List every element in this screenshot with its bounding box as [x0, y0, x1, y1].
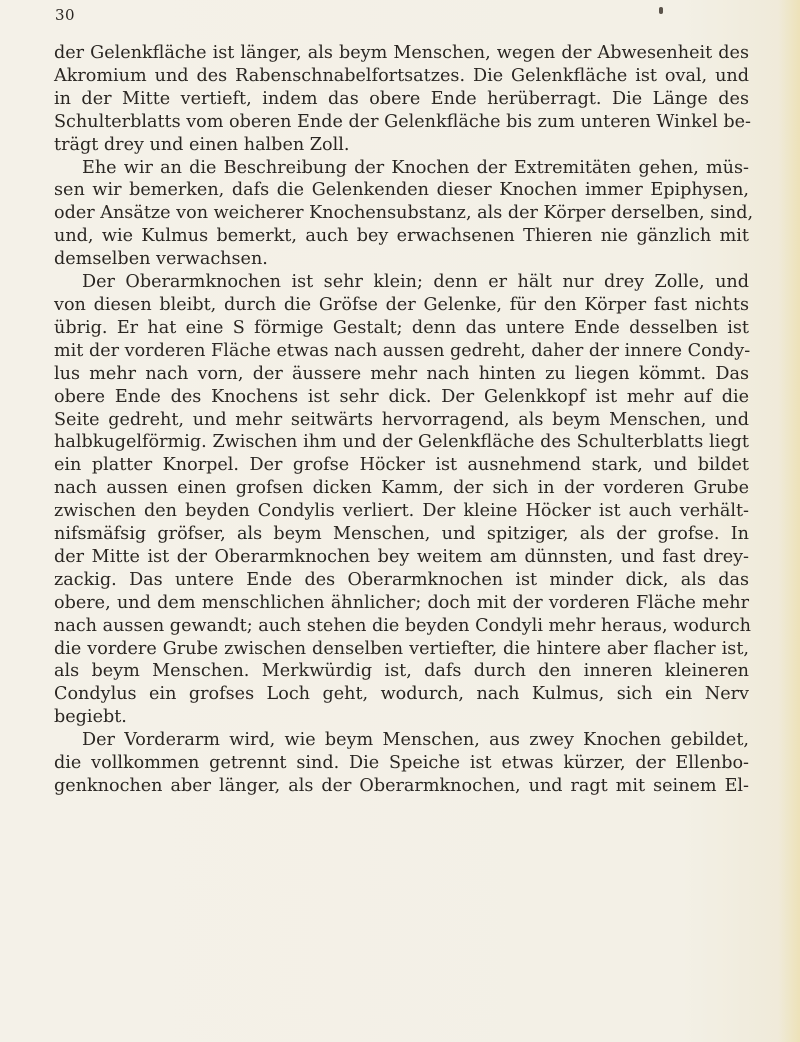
body-text [54, 42, 754, 798]
text-line: begiebt. [54, 707, 127, 728]
text-line: lus mehr nach vorn, der äussere mehr nach hinten zu liegen kömmt. Das [54, 363, 749, 384]
page-edge-shading [778, 0, 800, 1042]
page-number: 30 [55, 6, 76, 24]
text-line: der Gelenkfläche ist länger, als beym Menschen, wegen der Abwesenheit des [54, 43, 749, 63]
text-line: obere Ende des Knochens ist sehr dick. Der Gelenkkopf ist mehr auf die [54, 386, 749, 407]
text-line: der Mitte ist der Oberarmknochen bey weitem am dünnsten, und fast drey- [54, 546, 749, 567]
text-line: mit der vorderen Fläche etwas nach aussen gedreht, daher der innere Condy- [54, 340, 751, 361]
text-line: Der Oberarmknochen ist sehr klein; denn er hält nur drey Zolle, und [82, 272, 749, 293]
text-line: halbkugelförmig. Zwischen ihm und der Gelenkfläche des Schulterblatts liegt [54, 432, 749, 453]
text-line: Akromium und des Rabenschnabelfortsatzes. Die Gelenkfläche ist oval, und [54, 65, 749, 86]
ink-speck [659, 7, 663, 14]
text-line: obere, und dem menschlichen ähnlicher; doch mit der vorderen Fläche mehr [54, 592, 749, 613]
text-line: Schulterblatts vom oberen Ende der Gelenkfläche bis zum unteren Winkel be- [54, 111, 751, 132]
text-line: Der Vorderarm wird, wie beym Menschen, aus zwey Knochen gebildet, [82, 730, 749, 751]
text-line: von diesen bleibt, durch die Gröfse der Gelenke, für den Körper fast nichts [54, 294, 749, 315]
text-line: ein platter Knorpel. Der grofse Höcker ist ausnehmend stark, und bildet [54, 455, 749, 476]
text-line: zackig. Das untere Ende des Oberarmknochen ist minder dick, als das [54, 569, 749, 590]
text-line: zwischen den beyden Condylis verliert. Der kleine Höcker ist auch verhält- [54, 501, 749, 522]
text-line: in der Mitte vertieft, indem das obere Ende herüberragt. Die Länge des [54, 88, 749, 109]
text-line: die vordere Grube zwischen denselben vertiefter, die hintere aber flacher ist, [54, 638, 749, 659]
text-line: übrig. Er hat eine S förmige Gestalt; denn das untere Ende desselben ist [54, 317, 749, 338]
text-line: und, wie Kulmus bemerkt, auch bey erwachsenen Thieren nie gänzlich mit [54, 226, 749, 247]
text-line: genknochen aber länger, als der Oberarmknochen, und ragt mit seinem El- [54, 776, 749, 796]
text-line: trägt drey und einen halben Zoll. [54, 134, 350, 155]
text-line: oder Ansätze von weicherer Knochensubstanz, als der Körper derselben, sind, [54, 203, 754, 224]
text-line: als beym Menschen. Merkwürdig ist, dafs durch den inneren kleineren [54, 661, 749, 682]
text-line: nach aussen gewandt; auch stehen die beyden Condyli mehr heraus, wodurch [54, 615, 751, 636]
text-line: nifsmäfsig gröfser, als beym Menschen, und spitziger, als der grofse. In [54, 524, 749, 545]
text-line: Ehe wir an die Beschreibung der Knochen der Extremitäten gehen, müs- [82, 157, 749, 178]
text-line: sen wir bemerken, dafs die Gelenkenden dieser Knochen immer Epiphysen, [54, 180, 749, 201]
text-line: Seite gedreht, und mehr seitwärts hervorragend, als beym Menschen, und [54, 409, 749, 430]
text-line: nach aussen einen grofsen dicken Kamm, der sich in der vorderen Grube [54, 478, 749, 499]
text-line: demselben verwachsen. [54, 249, 268, 270]
text-line: die vollkommen getrennt sind. Die Speiche ist etwas kürzer, der Ellenbo- [54, 753, 749, 774]
text-line: Condylus ein grofses Loch geht, wodurch, nach Kulmus, sich ein Nerv [54, 684, 749, 705]
